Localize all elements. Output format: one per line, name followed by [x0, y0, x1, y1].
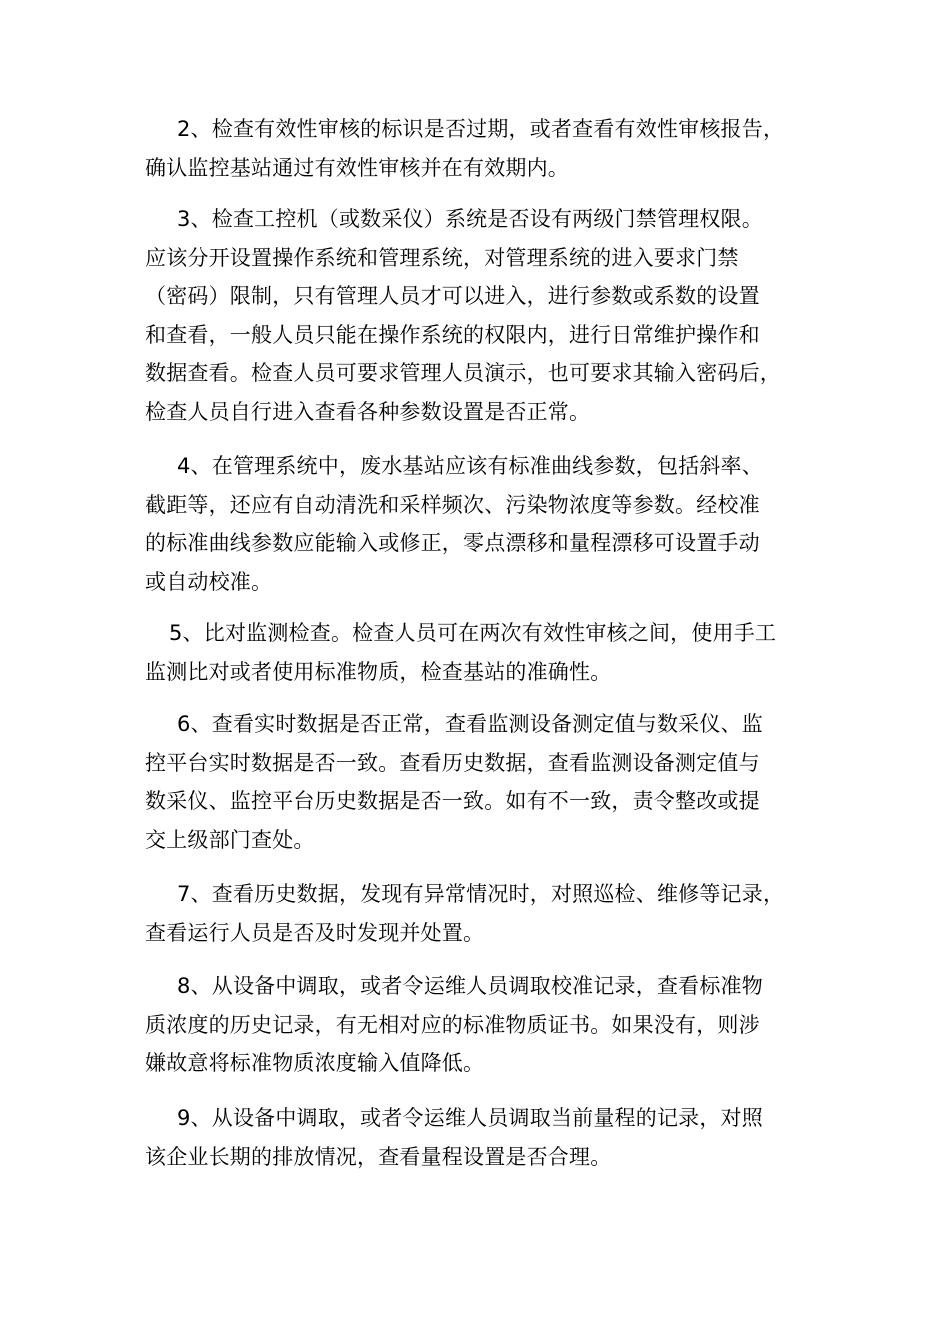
paragraph-line: 嫌故意将标准物质浓度输入值降低。 — [145, 1051, 485, 1075]
paragraph-item-9 — [145, 1099, 845, 1176]
paragraph-line: 截距等，还应有自动清洗和采样频次、污染物浓度等参数。经校准 — [145, 492, 760, 517]
paragraph-line: 控平台实时数据是否一致。查看历史数据，查看监测设备测定值与 — [145, 750, 760, 775]
paragraph-item-7 — [145, 875, 845, 952]
paragraph-line: 7、查看历史数据，发现有异常情况时，对照巡检、维修等记录， — [177, 882, 785, 906]
paragraph-item-8 — [145, 967, 845, 1083]
paragraph-item-6 — [145, 705, 845, 859]
paragraph-line: 9、从设备中调取，或者令运维人员调取当前量程的记录，对照 — [177, 1106, 763, 1130]
paragraph-item-5 — [145, 614, 845, 691]
paragraph-item-3 — [145, 200, 845, 431]
paragraph-line: 确认监控基站通过有效性审核并在有效期内。 — [145, 155, 569, 180]
paragraph-item-2 — [145, 110, 845, 187]
paragraph-line: 数采仪、监控平台历史数据是否一致。如有不一致，责令整改或提 — [145, 789, 760, 813]
paragraph-item-4 — [145, 447, 845, 601]
paragraph-line: 的标准曲线参数应能输入或修正，零点漂移和量程漂移可设置手动 — [145, 531, 760, 555]
paragraph-line: 和查看，一般人员只能在操作系统的权限内，进行日常维护操作和 — [145, 322, 760, 347]
paragraph-line: 该企业长期的排放情况，查看量程设置是否合理。 — [145, 1144, 612, 1169]
paragraph-line: 8、从设备中调取，或者令运维人员调取校准记录，查看标准物 — [177, 974, 763, 998]
paragraph-line: 5、比对监测检查。检查人员可在两次有效性审核之间，使用手工 — [169, 621, 777, 645]
paragraph-line: 4、在管理系统中，废水基站应该有标准曲线参数，包括斜率、 — [177, 454, 763, 478]
paragraph-line: 交上级部门查处。 — [145, 827, 315, 852]
paragraph-line: 3、检查工控机（或数采仪）系统是否设有两级门禁管理权限。 — [177, 207, 763, 231]
paragraph-line: 监测比对或者使用标准物质，检查基站的准确性。 — [145, 659, 612, 684]
paragraph-line: 2、检查有效性审核的标识是否过期，或者查看有效性审核报告， — [177, 117, 785, 141]
paragraph-line: 检查人员自行进入查看各种参数设置是否正常。 — [145, 399, 591, 424]
paragraph-line: 查看运行人员是否及时发现并处置。 — [145, 920, 485, 945]
paragraph-line: 或自动校准。 — [145, 569, 273, 594]
paragraph-line: 6、查看实时数据是否正常，查看监测设备测定值与数采仪、监 — [177, 712, 763, 736]
paragraph-line: 应该分开设置操作系统和管理系统，对管理系统的进入要求门禁 — [145, 245, 739, 270]
paragraph-line: （密码）限制，只有管理人员才可以进入，进行参数或系数的设置 — [145, 284, 760, 308]
paragraph-line: 数据查看。检查人员可要求管理人员演示，也可要求其输入密码后， — [145, 361, 781, 385]
paragraph-line: 质浓度的历史记录，有无相对应的标准物质证书。如果没有，则涉 — [145, 1012, 760, 1037]
